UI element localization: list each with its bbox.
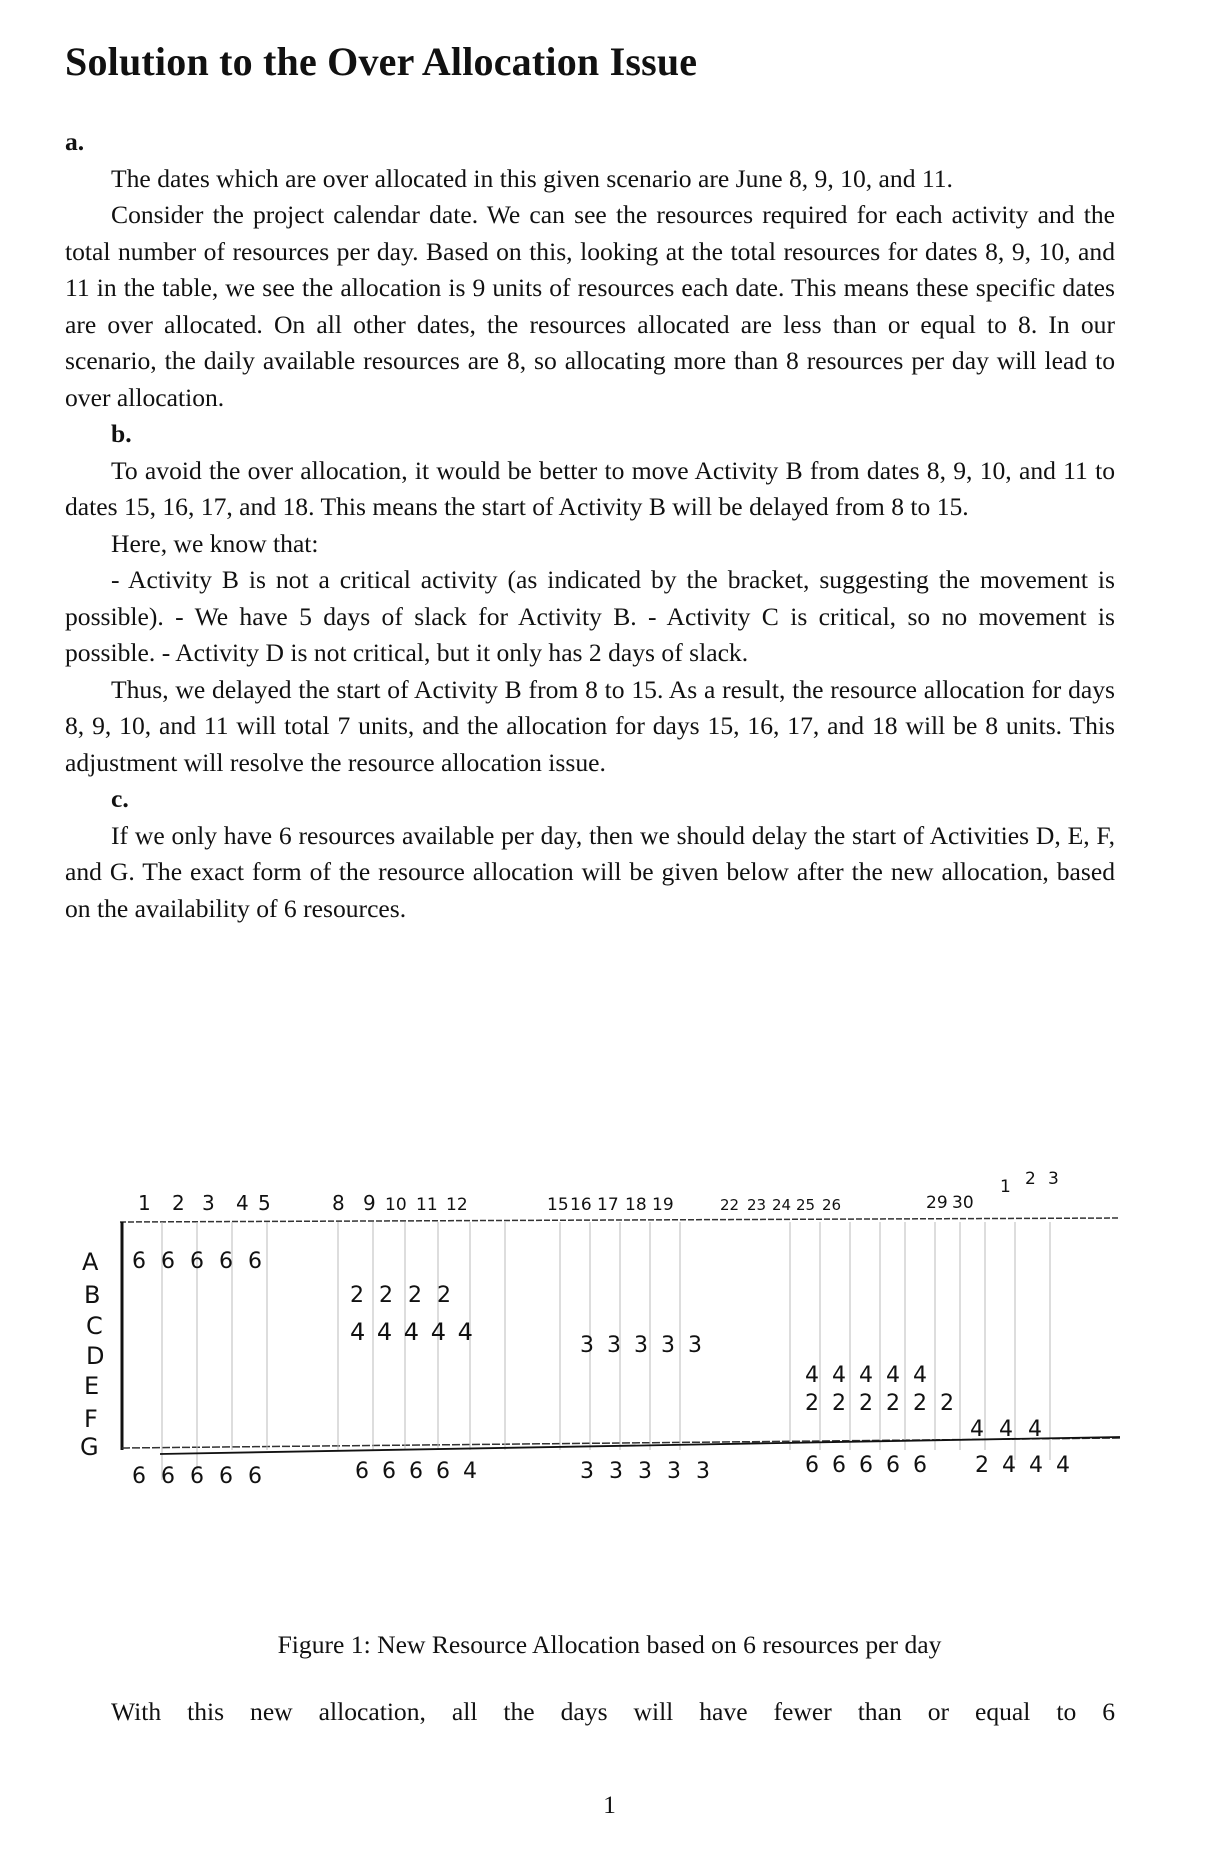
section-label-a: a. [65,127,85,156]
activity-values [132,1249,1046,1442]
svg-text:2 4 4 4: 2 4 4 4 [975,1453,1073,1478]
paragraph: Thus, we delayed the start of Activity B from 8 to 15. As a result, the resource allocation for days 8, 9, 10, and 11 will total 7 units, and the allocation for days 15, 16, 17, and 18 will be 8 units. This adjustment will resolve the resource allocation issue. [65,674,1115,777]
svg-text:2: 2 [1025,1169,1036,1189]
svg-text:2 2 2 2 2 2: 2 2 2 2 2 2 [805,1391,957,1416]
svg-text:4 4 4 4 4: 4 4 4 4 4 [350,1318,475,1346]
svg-text:G: G [80,1433,99,1461]
figure-caption: Figure 1: New Resource Allocation based on 6 resources per day [277,1630,942,1659]
svg-text:22: 22 [720,1196,740,1214]
svg-text:B: B [84,1281,101,1309]
svg-text:4 4 4 4 4: 4 4 4 4 4 [805,1363,930,1388]
svg-text:24: 24 [772,1196,792,1214]
svg-text:A: A [82,1248,99,1276]
paragraph: Consider the project calendar date. We can see the resources required for each activity and the total number of resources per day. Based on this, looking at the total resources for dates 8, 9, 10, and 11 in the table, we see the allocation is 9 units of resources each date. This means these specific dates are over allocated. On all other dates, the resources allocated are less than or equal to 8. In our scenario, the daily available resources are 8, so allocating more than 8 resources per day will lead to over allocation. [65,200,1115,412]
svg-text:4 4 4: 4 4 4 [970,1417,1046,1442]
svg-text:11: 11 [416,1195,438,1215]
page-number: 1 [603,1790,616,1819]
svg-text:2 2 2 2: 2 2 2 2 [350,1283,455,1308]
handwritten-resource-chart [60,1150,1120,1530]
svg-text:3: 3 [1048,1169,1059,1189]
resource-allocation-figure [60,1150,1120,1530]
paragraph: Here, we know that: [111,528,319,558]
svg-text:19: 19 [652,1195,674,1215]
svg-text:3: 3 [202,1191,215,1215]
svg-text:2: 2 [172,1191,185,1215]
svg-text:26: 26 [822,1196,842,1214]
section-label-b: b. [111,419,132,448]
section-label-c: c. [111,784,129,813]
svg-text:18: 18 [625,1195,647,1215]
svg-text:4: 4 [236,1191,249,1215]
svg-text:30: 30 [952,1193,974,1213]
svg-text:6 6 6 6 6: 6 6 6 6 6 [805,1453,930,1478]
svg-text:29: 29 [926,1193,948,1213]
paragraph: - Activity B is not a critical activity (as indicated by the bracket, suggesting the movement is possible). - We have 5 days of slack for Activity B. - Activity C is critical, so no movement is possible. - Activity D is not critical, but it only has 2 days of slack. [65,565,1115,667]
activity-labels [80,1248,104,1461]
svg-text:6 6 6 6 4: 6 6 6 6 4 [355,1459,480,1484]
svg-text:23: 23 [747,1196,767,1214]
svg-text:12: 12 [446,1195,468,1215]
daily-totals [132,1453,1073,1489]
svg-text:3 3 3 3 3: 3 3 3 3 3 [580,1333,705,1358]
svg-text:10: 10 [385,1195,407,1215]
svg-text:1: 1 [1000,1177,1011,1197]
svg-text:F: F [84,1405,98,1433]
svg-text:25: 25 [796,1196,816,1214]
svg-text:3 3 3 3 3: 3 3 3 3 3 [580,1459,714,1484]
document-body [65,124,1115,927]
svg-text:6 6 6 6 6: 6 6 6 6 6 [132,1464,266,1489]
svg-text:17: 17 [597,1195,619,1215]
svg-text:5: 5 [258,1191,271,1215]
paragraph: The dates which are over allocated in this given scenario are June 8, 9, 10, and 11. [111,163,953,193]
paragraph-after-figure: With this new allocation, all the days will have fewer than or equal to 6 [111,1697,1115,1726]
paragraph: To avoid the over allocation, it would be better to move Activity B from dates 8, 9, 10, and 11 to dates 15, 16, 17, and 18. This means the start of Activity B will be delayed from 8 to 15. [65,455,1115,521]
svg-text:8: 8 [332,1191,345,1215]
paragraph: If we only have 6 resources available per day, then we should delay the start of Activities D, E, F, and G. The exact form of the resource allocation will be given below after the new allocation, based on the availability of 6 resources. [65,820,1115,923]
svg-text:D: D [86,1342,105,1370]
svg-text:9: 9 [363,1191,376,1215]
svg-text:C: C [86,1312,103,1340]
day-labels [138,1169,1059,1215]
svg-text:1: 1 [138,1191,151,1215]
page-title: Solution to the Over Allocation Issue [65,39,698,84]
svg-text:16: 16 [570,1195,592,1215]
svg-text:E: E [84,1372,100,1400]
svg-text:6 6 6 6 6: 6 6 6 6 6 [132,1249,266,1274]
svg-text:15: 15 [547,1195,569,1215]
